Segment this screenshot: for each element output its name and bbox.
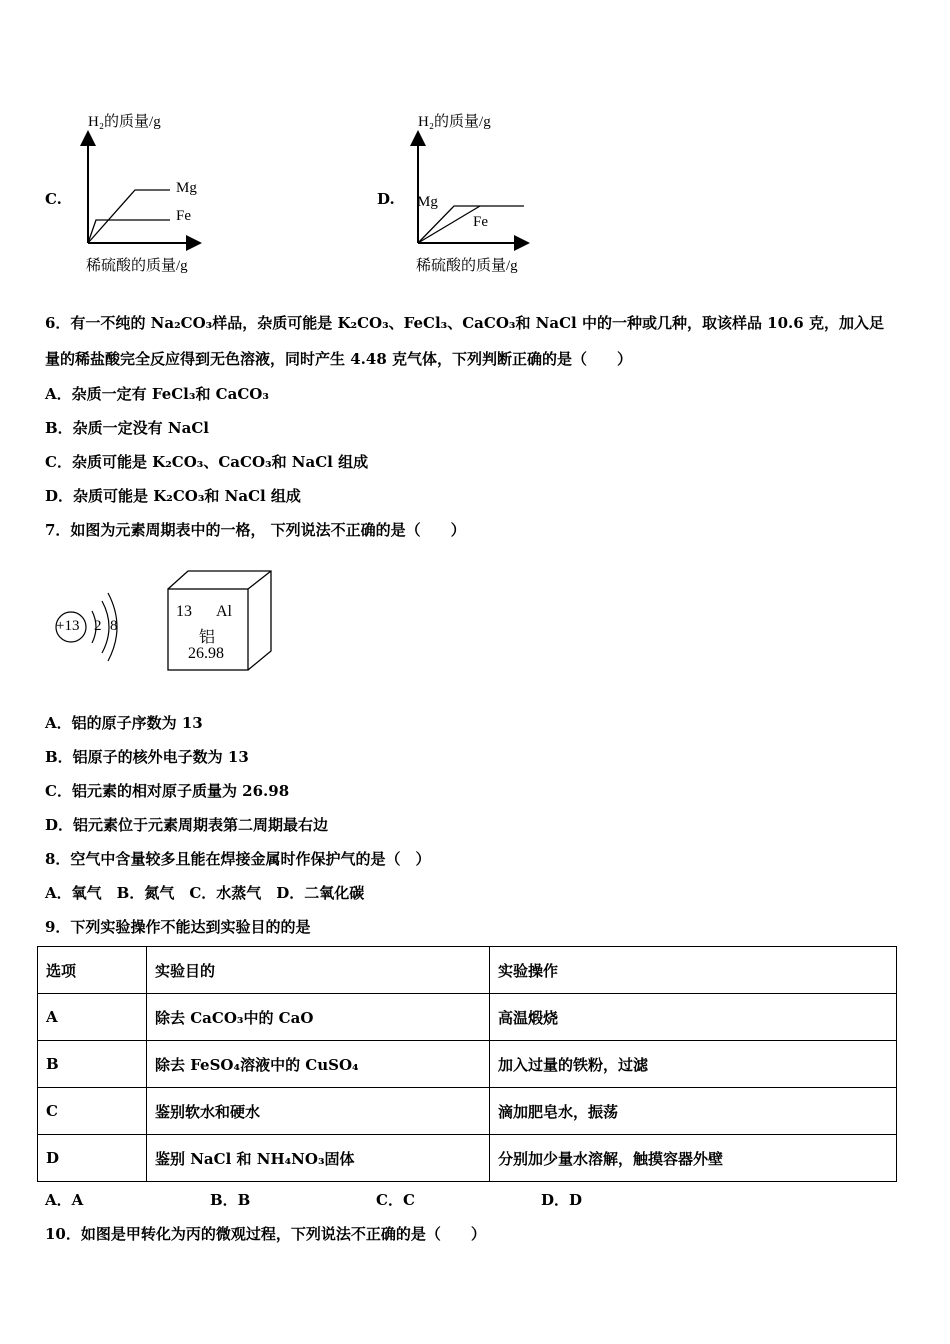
q6-option-c: C．杂质可能是 K₂CO₃、CaCO₃和 NaCl 组成: [45, 453, 369, 471]
q7-option-d: D．铝元素位于元素周期表第二周期最右边: [45, 816, 329, 834]
q9-answer-a: A．A: [45, 1191, 84, 1209]
q9-stem: 9．下列实验操作不能达到实验目的的是: [45, 918, 311, 936]
q7-option-a: A．铝的原子序数为 13: [45, 714, 203, 732]
graph-d-plot: [410, 128, 535, 253]
q9-answer-d: D．D: [541, 1191, 583, 1209]
q6-stem-line2: 量的稀盐酸完全反应得到无色溶液，同时产生 4.48 克气体，下列判断正确的是（ ）: [45, 350, 632, 368]
q6-stem-line1: 6．有一不纯的 Na₂CO₃样品，杂质可能是 K₂CO₃、FeCl₃、CaCO₃和 NaCl 中的一种或几种，取该样品 10.6 克，加入足: [45, 314, 884, 332]
shell1-electrons: 2: [94, 618, 102, 634]
q7-option-b: B．铝原子的核外电子数为 13: [45, 748, 249, 766]
table-row: [38, 1041, 897, 1088]
graph-d-ylabel: H₂的质量/g: [418, 114, 491, 130]
table-row: [38, 1088, 897, 1135]
nucleus-charge: +13: [56, 618, 80, 634]
table-row: [38, 1135, 897, 1182]
q8-options: A．氧气 B．氮气 C．水蒸气 D．二氧化碳: [45, 884, 365, 902]
q9-answer-c: C．C: [376, 1191, 415, 1209]
table-cell: 加入过量的铁粉，过滤: [490, 1041, 897, 1088]
graph-c-option: C.: [45, 190, 62, 208]
cell-mass: 26.98: [188, 645, 224, 662]
table-cell: 分别加少量水溶解，触摸容器外壁: [490, 1135, 897, 1182]
graph-d-fe-label: Fe: [473, 214, 488, 230]
q6-option-a: A．杂质一定有 FeCl₃和 CaCO₃: [45, 385, 269, 403]
graph-c-fe-line: [88, 220, 170, 243]
q7-stem: 7．如图为元素周期表中的一格， 下列说法不正确的是（ ）: [45, 521, 466, 539]
table-cell: 除去 CaCO₃中的 CaO: [147, 994, 490, 1041]
table-cell: 滴加肥皂水，振荡: [490, 1088, 897, 1135]
shell2-electrons: 8: [110, 618, 118, 634]
q6-option-b: B．杂质一定没有 NaCl: [45, 419, 209, 437]
table-header: 实验操作: [490, 947, 897, 994]
graph-c-mg-line: [88, 190, 170, 243]
graph-d-mg-label: Mg: [417, 194, 438, 210]
table-cell: 鉴别软水和硬水: [147, 1088, 490, 1135]
cell-name: 铝: [199, 629, 216, 646]
q6-option-d: D．杂质可能是 K₂CO₃和 NaCl 组成: [45, 487, 301, 505]
table-cell: D: [38, 1135, 147, 1182]
graph-c-fe-label: Fe: [176, 208, 191, 224]
table-header: 实验目的: [147, 947, 490, 994]
q9-answer-b: B．B: [210, 1191, 251, 1209]
cell-atomic-number: 13: [176, 603, 192, 620]
q8-stem: 8．空气中含量较多且能在焊接金属时作保护气的是（ ）: [45, 850, 431, 868]
cell-symbol: Al: [216, 603, 232, 620]
electron-shell-2-inner: [102, 601, 109, 653]
table-header: 选项: [38, 947, 147, 994]
table-cell: 鉴别 NaCl 和 NH₄NO₃固体: [147, 1135, 490, 1182]
graph-c-ylabel: H₂的质量/g: [88, 114, 161, 130]
table-cell: B: [38, 1041, 147, 1088]
table-cell: 高温煅烧: [490, 994, 897, 1041]
table-header-row: [38, 947, 897, 994]
table-row: [38, 994, 897, 1041]
graph-c-xlabel: 稀硫酸的质量/g: [86, 258, 188, 274]
experiment-table: [37, 946, 897, 1182]
table-cell: A: [38, 994, 147, 1041]
graph-d-option: D.: [377, 190, 395, 208]
graph-d-xlabel: 稀硫酸的质量/g: [416, 258, 518, 274]
table-cell: 除去 FeSO₄溶液中的 CuSO₄: [147, 1041, 490, 1088]
q7-option-c: C．铝元素的相对原子质量为 26.98: [45, 782, 290, 800]
graph-c-mg-label: Mg: [176, 180, 197, 196]
q10-stem: 10．如图是甲转化为丙的微观过程，下列说法不正确的是（ ）: [45, 1225, 486, 1243]
table-cell: C: [38, 1088, 147, 1135]
